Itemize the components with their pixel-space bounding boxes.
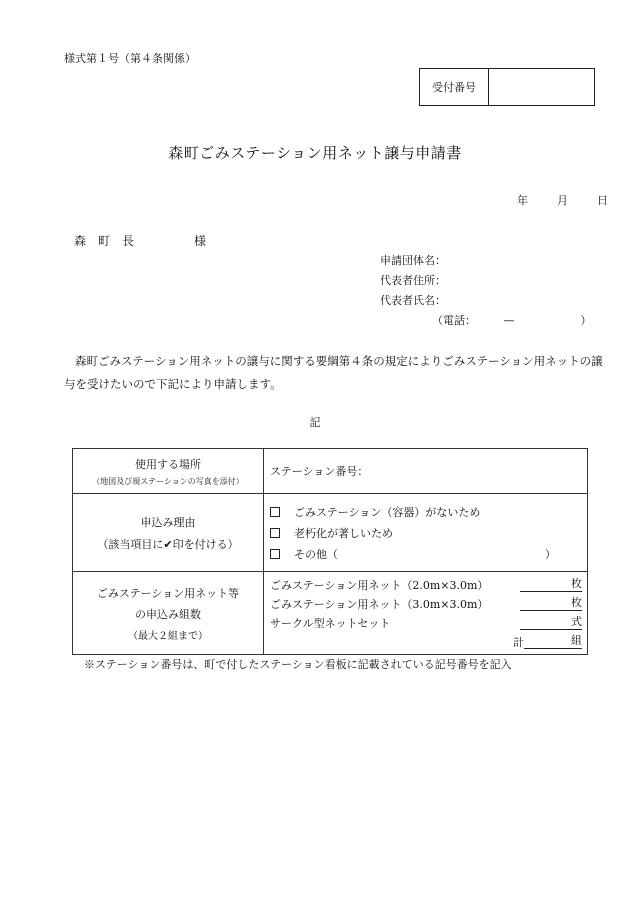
quantity-item-net-2x3 (270, 575, 586, 594)
quantity-item-net-3x3 (270, 594, 586, 613)
receipt-number-field[interactable] (489, 69, 594, 105)
quantity-total-input[interactable]: 組 (524, 634, 582, 649)
quantity-total-label: 計 (513, 635, 524, 649)
reason-option-other[interactable] (270, 543, 586, 564)
checkbox-icon[interactable] (270, 528, 280, 538)
reason-sublabel: （該当項目に✔印を付ける） (97, 537, 239, 551)
reason-other-close: ） (545, 547, 556, 561)
quantity-items-cell (264, 572, 588, 655)
reason-option-deteriorated[interactable] (270, 522, 586, 543)
table-row-quantity (73, 572, 588, 655)
ki-heading: 記 (309, 416, 321, 429)
quantity-item-label: サークル型ネットセット (270, 616, 391, 630)
quantity-label-line1: ごみステーション用ネット等 (96, 586, 240, 600)
location-label: 使用する場所 (135, 457, 201, 471)
reason-label: 申込み理由 (140, 515, 196, 529)
date-year[interactable]: 年 (517, 194, 528, 207)
reason-option-no-station[interactable] (270, 501, 586, 522)
application-statement: 森町ごみステーション用ネットの譲与に関する要綱第４条の規定によりごみステーション用ネットの譲与を受けたいので下記により申請します。 (64, 354, 603, 391)
receipt-number-box (419, 68, 595, 106)
station-number-field[interactable] (264, 449, 588, 494)
station-number-label: ステーション番号： (270, 465, 369, 478)
date-day[interactable]: 日 (597, 194, 608, 207)
date-line (517, 192, 608, 208)
applicant-rep-address[interactable]: 代表者住所： (380, 274, 446, 287)
table-row-reason (73, 494, 588, 572)
quantity-item-label: ごみステーション用ネット（2.0m×3.0m） (270, 578, 489, 592)
reason-label-cell (73, 494, 264, 572)
applicant-rep-name[interactable]: 代表者氏名： (380, 294, 446, 307)
application-table (72, 448, 588, 655)
document-title: 森町ごみステーション用ネット譲与申請書 (168, 144, 462, 162)
applicant-phone[interactable]: （電話： — ） (432, 314, 592, 327)
reason-option-label: その他（ (294, 547, 338, 561)
checkbox-icon[interactable] (270, 549, 280, 559)
quantity-input[interactable]: 枚 (520, 577, 582, 592)
quantity-label-cell (73, 572, 264, 655)
quantity-total (270, 632, 586, 651)
date-month[interactable]: 月 (557, 194, 568, 207)
reason-options-cell (264, 494, 588, 572)
reason-option-label: 老朽化が著しいため (294, 526, 393, 540)
quantity-input[interactable]: 式 (520, 615, 582, 630)
quantity-input[interactable]: 枚 (520, 596, 582, 611)
footnote: ※ステーション番号は、町で付したステーション看板に記載されている記号番号を記入 (84, 658, 512, 671)
reason-option-label: ごみステーション（容器）がないため (294, 505, 481, 519)
location-sublabel: （地図及び現ステーションの写真を添付） (92, 476, 244, 486)
receipt-number-label: 受付番号 (420, 69, 489, 105)
table-row-location (73, 449, 588, 494)
checkbox-icon[interactable] (270, 507, 280, 517)
quantity-label-line3: （最大２組まで） (128, 630, 208, 642)
quantity-item-circle-set (270, 613, 586, 632)
addressee: 森 町 長 様 (74, 234, 207, 248)
location-label-cell (73, 449, 264, 494)
quantity-label-line2: の申込み組数 (135, 607, 201, 621)
quantity-item-label: ごみステーション用ネット（3.0m×3.0m） (270, 597, 489, 611)
applicant-group-name[interactable]: 申請団体名： (380, 254, 446, 267)
form-number: 様式第１号（第４条関係） (64, 52, 196, 65)
